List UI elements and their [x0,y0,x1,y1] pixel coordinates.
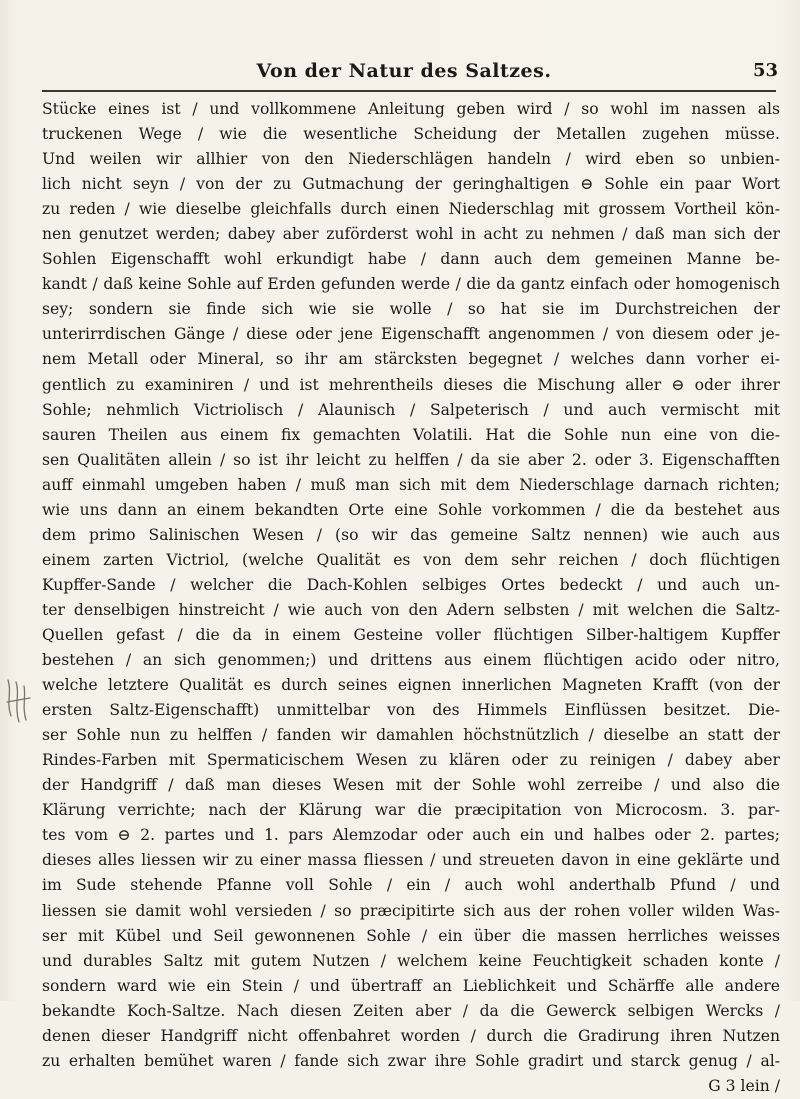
signature-catchword-line: G 3 lein / [708,1076,780,1095]
text-line: Kupffer-Sande / welcher die Dach-Kohlen selbiges Ortes bedeckt / und auch un- [42,575,780,594]
text-line: denen dieser Handgriff nicht offenbahret worden / durch die Gradirung ihren Nutzen [42,1026,780,1045]
text-line: auff einmahl umgeben haben / muß man sich mit dem Niederschlage darnach richten; [42,475,780,494]
text-line: ser mit Kübel und Seil gewonnenen Sohle / ein über die massen herrliches weisses [42,926,780,945]
handwritten-scribble-icon [2,672,38,732]
text-line: Rindes-Farben mit Spermaticischem Wesen zu klären oder zu reinigen / dabey aber [42,751,780,770]
text-line: zu erhalten bemühet waren / fande sich zwar ihre Sohle gradirt und starck genug / al- [42,1051,780,1070]
text-line: und durables Saltz mit gutem Nutzen / welchem keine Feuchtigkeit schaden konte / [42,951,780,970]
text-line: Und weilen wir allhier von den Niederschlägen handeln / wird eben so unbien- [42,150,780,169]
text-line: nem Metall oder Mineral, so ihr am stärcksten begegnet / welches dann vorher ei- [42,350,780,369]
text-line: Sohle; nehmlich Victriolisch / Alaunisch / Salpeterisch / und auch vermischt mit [42,400,780,419]
text-line: dieses alles liessen wir zu einer massa fliessen / und streueten davon in eine geklärte und [42,851,780,870]
text-line: bekandte Koch-Saltze. Nach diesen Zeiten aber / da die Gewerck selbigen Wercks / [42,1001,780,1020]
text-line: bestehen / an sich genommen;) und drittens aus einem flüchtigen acido oder nitro, [42,651,780,670]
body-text [42,97,780,1099]
text-line: im Sude stehende Pfanne voll Sohle / ein / auch wohl anderthalb Pfund / und [42,876,780,895]
text-line: kandt / daß keine Sohle auf Erden gefunden werde / die da gantz einfach oder homogenisch [42,275,780,294]
text-line: sen Qualitäten allein / so ist ihr leicht zu helffen / da sie aber 2. oder 3. Eigenschafften [42,450,780,469]
text-line: ter denselbigen hinstreicht / wie auch von den Adern selbsten / mit welchen die Saltz- [42,600,780,619]
text-line: liessen sie damit wohl versieden / so præcipitirte sich aus der rohen voller wilden Was- [42,901,780,920]
text-line: truckenen Wege / wie die wesentliche Scheidung der Metallen zugehen müsse. [42,125,780,144]
text-line: Klärung verrichte; nach der Klärung war die præcipitation von Microcosm. 3. par- [42,801,780,820]
page-header [30,60,778,86]
text-line: sauren Theilen aus einem fix gemachten Volatili. Hat die Sohle nun eine von die- [42,425,780,444]
page-number: 53 [752,60,778,81]
text-line: ersten Saltz-Eigenschafft) unmittelbar von des Himmels Einflüssen besitzet. Die- [42,701,780,720]
text-line: Quellen gefast / die da in einem Gesteine voller flüchtigen Silber-haltigem Kupffer [42,625,780,644]
text-line: gentlich zu examiniren / und ist mehrentheils dieses die Mischung aller ⊖ oder ihrer [42,375,780,394]
running-title: Von der Natur des Saltzes. [256,60,552,82]
margin-handwriting-mark [2,672,38,732]
text-line: nen genutzet werden; dabey aber zuförderst wohl in acht zu nehmen / daß man sich der [42,225,780,244]
text-line: Sohlen Eigenschafft wohl erkundigt habe / dann auch dem gemeinen Manne be- [42,250,780,269]
text-line: welche letztere Qualität es durch seines eignen innerlichen Magneten Krafft (von der [42,676,780,695]
text-line: wie uns dann an einem bekandten Orte eine Sohle vorkommen / die da bestehet aus [42,500,780,519]
text-line: sey; sondern sie finde sich wie sie wolle / so hat sie im Durchstreichen der [42,300,780,319]
text-line: ser Sohle nun zu helffen / fanden wir damahlen höchstnützlich / dieselbe an statt der [42,726,780,745]
text-line: zu reden / wie dieselbe gleichfalls durch einen Niederschlag mit grossem Vortheil kön- [42,200,780,219]
text-line: der Handgriff / daß man dieses Wesen mit der Sohle wohl zerreibe / und also die [42,776,780,795]
text-line: sondern ward wie ein Stein / und übertraff an Lieblichkeit und Schärffe alle andere [42,976,780,995]
text-line: einem zarten Victriol, (welche Qualität es von dem sehr reichen / doch flüchtigen [42,550,780,569]
text-line: lich nicht seyn / von der zu Gutmachung der geringhaltigen ⊖ Sohle ein paar Wort [42,175,780,194]
text-line: dem primo Salinischen Wesen / (so wir das gemeine Saltz nennen) wie auch aus [42,525,780,544]
header-rule [42,90,776,92]
text-line: Stücke eines ist / und vollkommene Anleitung geben wird / so wohl im nassen als [42,100,780,118]
text-line: unterirrdischen Gänge / diese oder jene Eigenschafft angenommen / von diesem oder je- [42,325,780,344]
text-line: tes vom ⊖ 2. partes und 1. pars Alemzodar oder auch ein und halbes oder 2. partes; [42,826,780,845]
